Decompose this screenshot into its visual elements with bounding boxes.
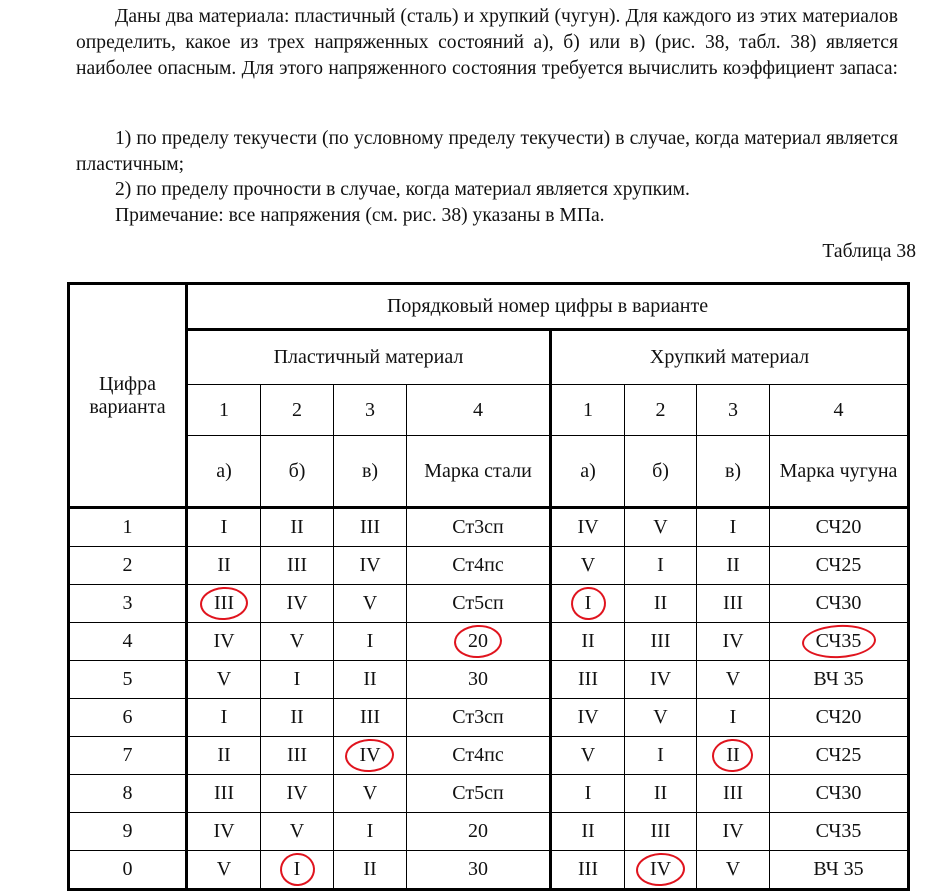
variant-digit: 6: [69, 699, 187, 737]
table-cell: IV: [261, 585, 334, 623]
table-cell: [770, 623, 909, 661]
table-cell: ВЧ 35: [770, 851, 909, 890]
column-subheader: а): [551, 436, 625, 508]
item-2-paragraph: 2) по пределу прочности в случае, когда материал является хрупким.: [115, 179, 690, 200]
table-cell: [187, 585, 261, 623]
table-cell: 20: [407, 813, 551, 851]
circled-selection: III: [214, 592, 234, 614]
table-cell: I: [625, 547, 697, 585]
table-cell: III: [334, 699, 407, 737]
table-row: [69, 851, 909, 890]
table-cell: V: [625, 699, 697, 737]
table-cell: IV: [697, 813, 770, 851]
table-cell: IV: [697, 623, 770, 661]
column-subheader: б): [261, 436, 334, 508]
table-cell: I: [261, 661, 334, 699]
table-cell: III: [334, 508, 407, 547]
table-cell: III: [625, 813, 697, 851]
circled-selection: I: [584, 592, 592, 614]
circled-selection: СЧ35: [815, 630, 862, 652]
table-caption: Таблица 38: [822, 241, 916, 262]
column-number: 4: [407, 385, 551, 436]
circled-selection: IV: [359, 744, 381, 766]
table-cell: IV: [261, 775, 334, 813]
table-cell: IV: [551, 508, 625, 547]
circled-selection: I: [293, 858, 301, 880]
table-cell: 30: [407, 661, 551, 699]
plastic-material-header: Пластичный материал: [187, 330, 551, 385]
variant-digit: 4: [69, 623, 187, 661]
table-cell: V: [551, 737, 625, 775]
table-cell: 30: [407, 851, 551, 890]
table-cell: I: [625, 737, 697, 775]
variant-table: [67, 282, 910, 891]
column-subheader: а): [187, 436, 261, 508]
table-cell: II: [187, 737, 261, 775]
table-cell: V: [261, 813, 334, 851]
column-number: 2: [261, 385, 334, 436]
column-subheader: Марка стали: [407, 436, 551, 508]
table-cell: СЧ20: [770, 699, 909, 737]
column-subheader: Марка чугуна: [770, 436, 909, 508]
table-cell: Ст4пс: [407, 547, 551, 585]
table-cell: IV: [625, 661, 697, 699]
table-cell: I: [334, 623, 407, 661]
table-cell: II: [187, 547, 261, 585]
variant-digit: 2: [69, 547, 187, 585]
variant-digit: 5: [69, 661, 187, 699]
table-cell: Ст3сп: [407, 699, 551, 737]
table-cell: IV: [334, 547, 407, 585]
table-cell: II: [261, 699, 334, 737]
table-cell: IV: [187, 813, 261, 851]
table-cell: СЧ25: [770, 547, 909, 585]
table-cell: V: [334, 585, 407, 623]
column-number: 1: [551, 385, 625, 436]
table-row: [69, 585, 909, 623]
table-cell: II: [551, 623, 625, 661]
column-number: 3: [697, 385, 770, 436]
table-row: [69, 737, 909, 775]
table-cell: I: [187, 508, 261, 547]
table-cell: I: [187, 699, 261, 737]
table-cell: V: [187, 661, 261, 699]
table-cell: II: [261, 508, 334, 547]
table-cell: [551, 585, 625, 623]
table-row: [69, 775, 909, 813]
circled-selection: II: [726, 744, 740, 766]
variant-digit: 7: [69, 737, 187, 775]
circled-selection: 20: [468, 630, 488, 652]
table-cell: III: [261, 547, 334, 585]
table-cell: II: [697, 547, 770, 585]
table-cell: I: [334, 813, 407, 851]
table-cell: I: [551, 775, 625, 813]
table-cell: V: [187, 851, 261, 890]
table-cell: IV: [551, 699, 625, 737]
table-row: [69, 699, 909, 737]
table-cell: [407, 623, 551, 661]
table-cell: II: [625, 775, 697, 813]
variant-digit: 9: [69, 813, 187, 851]
table-row: [69, 623, 909, 661]
table-cell: V: [625, 508, 697, 547]
table-cell: Ст3сп: [407, 508, 551, 547]
variant-digit: 0: [69, 851, 187, 890]
table-cell: V: [697, 661, 770, 699]
variant-digit: 1: [69, 508, 187, 547]
table-cell: Ст5сп: [407, 775, 551, 813]
table-cell: СЧ35: [770, 813, 909, 851]
table-cell: II: [551, 813, 625, 851]
column-subheader: в): [697, 436, 770, 508]
table-cell: III: [261, 737, 334, 775]
table-cell: Ст4пс: [407, 737, 551, 775]
table-cell: [334, 737, 407, 775]
circled-selection: IV: [649, 858, 672, 880]
table-cell: V: [551, 547, 625, 585]
column-number: 1: [187, 385, 261, 436]
top-header: Порядковый номер цифры в варианте: [187, 284, 909, 330]
table-cell: IV: [187, 623, 261, 661]
column-number: 4: [770, 385, 909, 436]
brittle-material-header: Хрупкий материал: [551, 330, 909, 385]
variant-digit-header: Цифра варианта: [69, 284, 187, 508]
table-cell: III: [551, 661, 625, 699]
table-cell: V: [697, 851, 770, 890]
table-cell: II: [334, 661, 407, 699]
table-cell: III: [551, 851, 625, 890]
table-cell: III: [697, 775, 770, 813]
table-cell: I: [697, 699, 770, 737]
table-cell: V: [334, 775, 407, 813]
table-row: [69, 508, 909, 547]
table-cell: II: [625, 585, 697, 623]
intro-paragraph: Даны два материала: пластичный (сталь) и хрупкий (чугун). Для каждого из этих материалов определить, какое из трех напряженных состояний а), б) или в) (рис. 38, табл. 38) является наиболее опасным. Для этого напряженного состояния требуется вычислить коэффициент запаса:: [76, 6, 898, 79]
column-number: 2: [625, 385, 697, 436]
table-row: [69, 661, 909, 699]
table-row: [69, 813, 909, 851]
table-cell: [625, 851, 697, 890]
table-cell: III: [697, 585, 770, 623]
table-row: [69, 547, 909, 585]
table-cell: [697, 737, 770, 775]
note-paragraph: Примечание: все напряжения (см. рис. 38) указаны в МПа.: [115, 205, 605, 226]
column-number: 3: [334, 385, 407, 436]
column-subheader: в): [334, 436, 407, 508]
variant-digit: 3: [69, 585, 187, 623]
table-cell: ВЧ 35: [770, 661, 909, 699]
variant-digit: 8: [69, 775, 187, 813]
table-cell: СЧ20: [770, 508, 909, 547]
table-cell: СЧ30: [770, 775, 909, 813]
column-subheader: б): [625, 436, 697, 508]
table-cell: III: [625, 623, 697, 661]
table-cell: [261, 851, 334, 890]
item-1-paragraph: 1) по пределу текучести (по условному пределу текучести) в случае, когда материал является пластичным;: [76, 128, 898, 175]
table-cell: СЧ25: [770, 737, 909, 775]
table-cell: V: [261, 623, 334, 661]
table-body: [69, 508, 909, 890]
table-cell: II: [334, 851, 407, 890]
table-cell: I: [697, 508, 770, 547]
table-cell: III: [187, 775, 261, 813]
table-cell: Ст5сп: [407, 585, 551, 623]
table-cell: СЧ30: [770, 585, 909, 623]
